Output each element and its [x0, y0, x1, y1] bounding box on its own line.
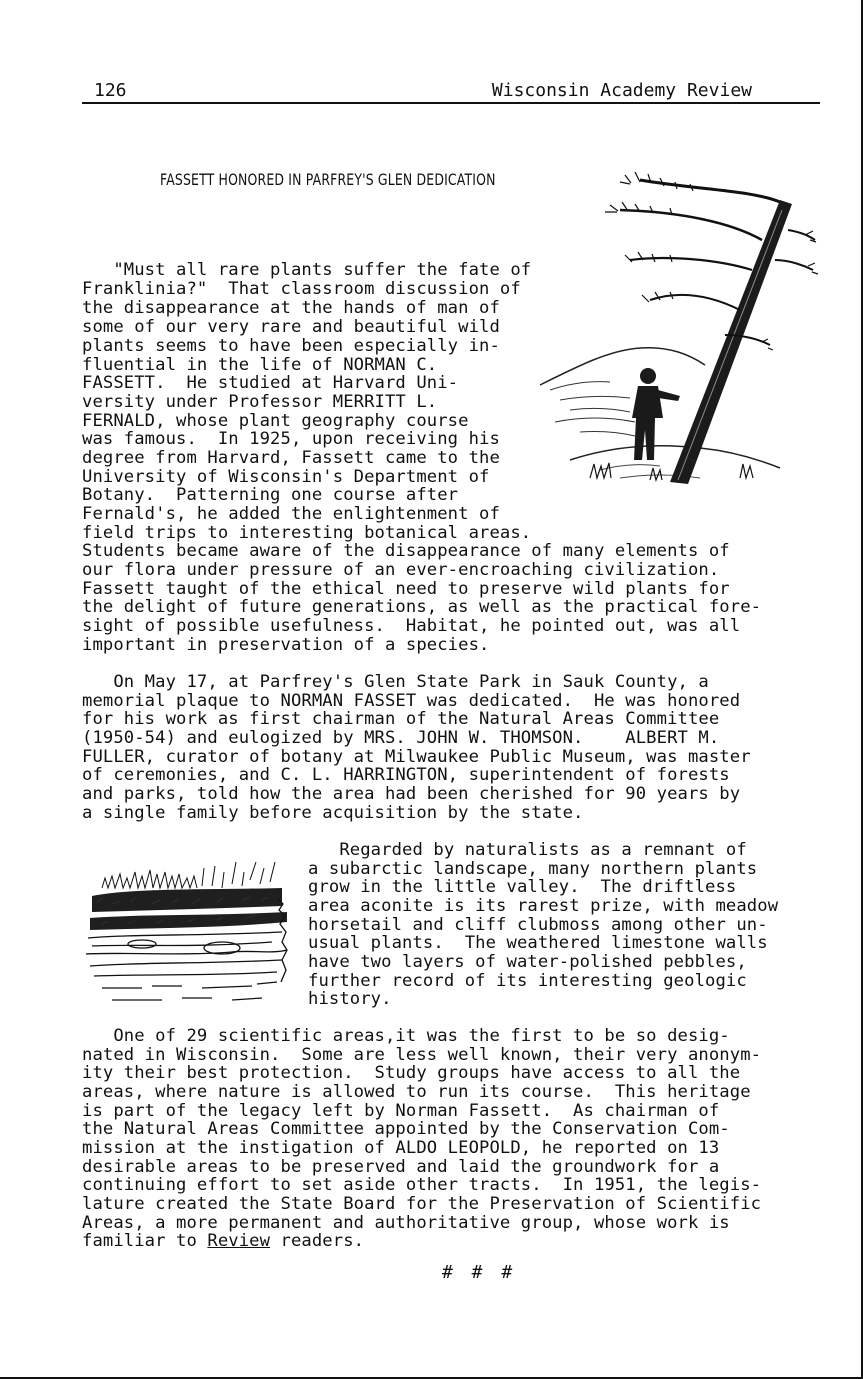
last-line-prefix: familiar to: [82, 1231, 208, 1251]
para2-line: (1950-54) and eulogized by MRS. JOHN W. THOMSON. ALBERT M.: [82, 728, 720, 748]
article-title: FASSETT HONORED IN PARFREY'S GLEN DEDICATION: [160, 170, 496, 189]
para1-line: some of our very rare and beautiful wild: [82, 317, 500, 337]
para2-line: and parks, told how the area had been cherished for 90 years by: [82, 784, 741, 804]
para4-line: lature created the State Board for the Preservation of Scientific: [82, 1194, 762, 1214]
para4-line: One of 29 scientific areas,it was the first to be so desig-: [82, 1026, 730, 1046]
para1-line: Fassett taught of the ethical need to preserve wild plants for: [82, 579, 730, 599]
para3-line: a subarctic landscape, many northern plants: [308, 859, 758, 879]
para3-line: grow in the little valley. The driftless: [308, 877, 737, 897]
para4-line: ity their best protection. Study groups have access to all the: [82, 1063, 741, 1083]
limestone-rock-wall-icon: [82, 858, 292, 1013]
page-number: 126: [94, 80, 127, 101]
para3-line: further record of its interesting geologic: [308, 971, 747, 991]
para2-line: memorial plaque to NORMAN FASSET was dedicated. He was honored: [82, 691, 741, 711]
para3-line: history.: [308, 989, 392, 1009]
para3-line: area aconite is its rarest prize, with meadow: [308, 896, 779, 916]
para1-line: Franklinia?" That classroom discussion of: [82, 279, 521, 299]
para1-line: "Must all rare plants suffer the fate of: [82, 260, 532, 280]
para2-line: a single family before acquisition by the state.: [82, 803, 584, 823]
para2-line: FULLER, curator of botany at Milwaukee Public Museum, was master: [82, 747, 751, 767]
para3-line: usual plants. The weathered limestone walls: [308, 933, 768, 953]
para1-line: degree from Harvard, Fassett came to the: [82, 448, 500, 468]
para1-line: fluential in the life of NORMAN C.: [82, 355, 438, 375]
para2-line: for his work as first chairman of the Natural Areas Committee: [82, 709, 720, 729]
review-title: Review: [207, 1231, 271, 1251]
para4-line: continuing effort to set aside other tracts. In 1951, the legis-: [82, 1175, 762, 1195]
para1-line: Students became aware of the disappearance of many elements of: [82, 541, 730, 561]
running-header: [82, 80, 820, 104]
para3-line: have two layers of water-polished pebbles,: [308, 952, 747, 972]
para1-line: FERNALD, whose plant geography course: [82, 411, 469, 431]
para1-line: versity under Professor MERRITT L.: [82, 392, 438, 412]
para4-line: nated in Wisconsin. Some are less well known, their very anonym-: [82, 1045, 762, 1065]
para1-line: important in preservation of a species.: [82, 635, 490, 655]
para2-line: On May 17, at Parfrey's Glen State Park in Sauk County, a: [82, 672, 709, 692]
para1-line: Botany. Patterning one course after: [82, 485, 459, 505]
para2-line: of ceremonies, and C. L. HARRINGTON, superintendent of forests: [82, 765, 730, 785]
last-line-suffix: readers.: [270, 1231, 365, 1251]
para1-line: the disappearance at the hands of man of: [82, 298, 500, 318]
para4-line: areas, where nature is allowed to run its course. This heritage: [82, 1082, 751, 1102]
para3-line: horsetail and cliff clubmoss among other un-: [308, 915, 768, 935]
para4-line: is part of the legacy left by Norman Fassett. As chairman of: [82, 1101, 720, 1121]
para4-line: desirable areas to be preserved and laid the groundwork for a: [82, 1157, 720, 1177]
para1-line: plants seems to have been especially in-: [82, 336, 500, 356]
para4-line: the Natural Areas Committee appointed by the Conservation Com-: [82, 1119, 730, 1139]
journal-title: Wisconsin Academy Review: [491, 80, 752, 101]
para1-line: University of Wisconsin's Department of: [82, 467, 490, 487]
para1-line: our flora under pressure of an ever-encroaching civilization.: [82, 560, 720, 580]
para1-line: sight of possible usefulness. Habitat, he pointed out, was all: [82, 616, 741, 636]
para4-last-line: [82, 1232, 364, 1251]
para1-line: FASSETT. He studied at Harvard Uni-: [82, 373, 459, 393]
para4-line: Areas, a more permanent and authoritative group, whose work is: [82, 1213, 730, 1233]
end-mark: # # #: [442, 1262, 517, 1283]
pine-tree-with-hiker-icon: [530, 160, 820, 490]
para3-line: Regarded by naturalists as a remnant of: [308, 840, 747, 860]
para1-line: field trips to interesting botanical areas.: [82, 523, 532, 543]
para1-line: Fernald's, he added the enlightenment of: [82, 504, 500, 524]
para4-line: mission at the instigation of ALDO LEOPOLD, he reported on 13: [82, 1138, 720, 1158]
para1-line: the delight of future generations, as well as the practical fore-: [82, 597, 762, 617]
para1-line: was famous. In 1925, upon receiving his: [82, 429, 500, 449]
